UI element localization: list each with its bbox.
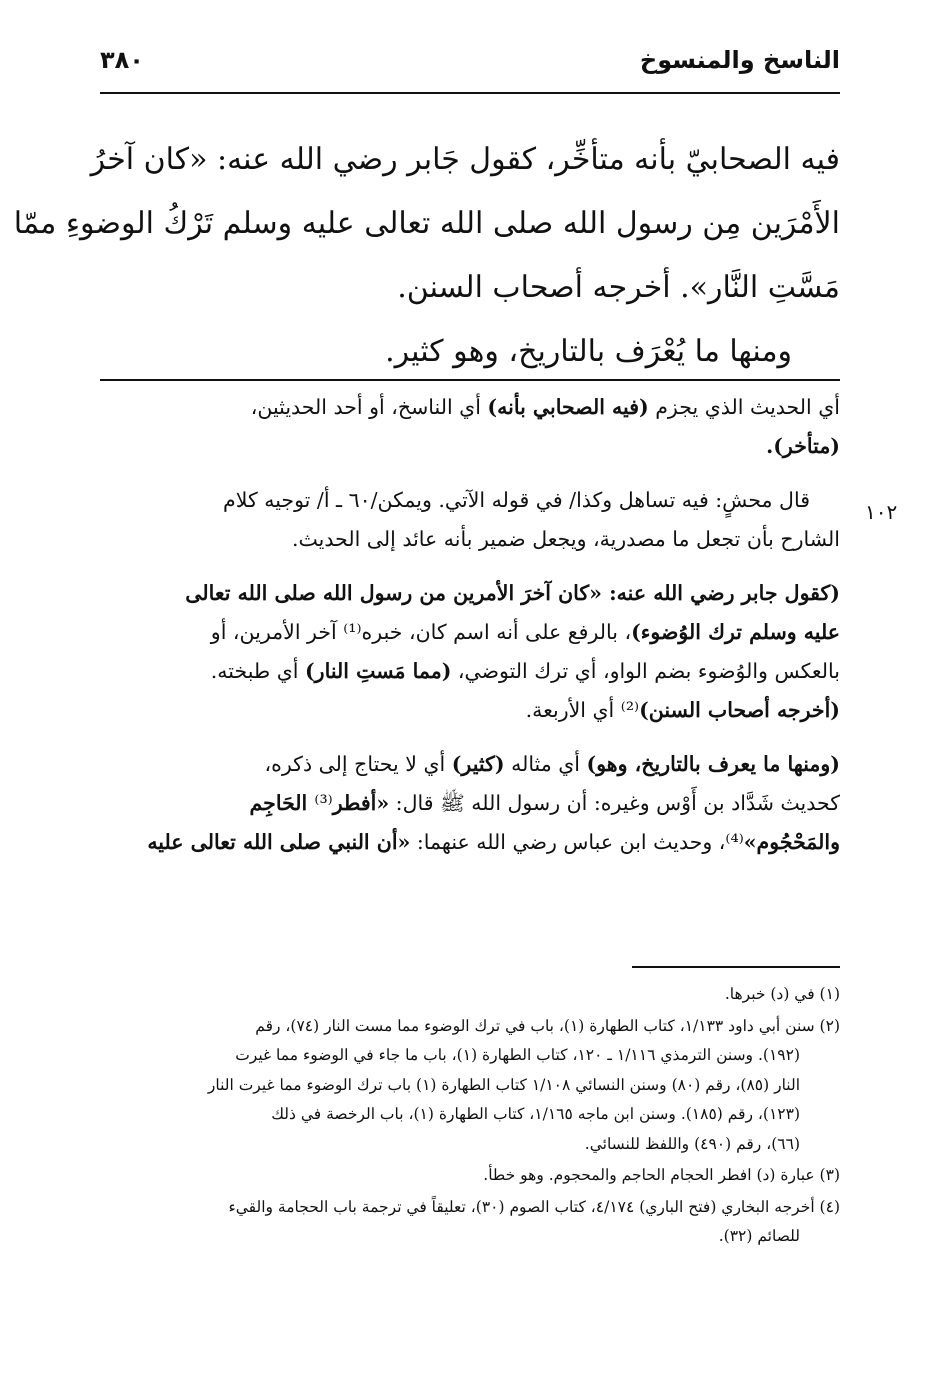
footnote-2-line-1: (٢) سنن أبي داود ١/١٣٣، كتاب الطهارة (١)، باب في ترك الوضوء مما مست النار (٧٤)، رقم [255, 1016, 840, 1035]
footnote-2-line-5: (٦٦)، رقم (٤٩٠) واللفظ للنسائي. [584, 1134, 800, 1153]
sharh-p4-line-1: (ومنها ما يعرف بالتاريخ، وهو) أي مثاله (كثير) أي لا يحتاج إلى ذكره، [264, 752, 840, 776]
matn-line-2: الأَمْرَين مِن رسول الله صلى الله تعالى عليه وسلم تَرْكُ الوضوءِ ممّا [13, 206, 840, 241]
sharh-p4-line-2: كحديث شَدَّاد بن أَوْس وغيره: أن رسول الله ﷺ قال: «أفطر⁽³⁾ الحَاجِم [249, 791, 840, 815]
page-number: ٣٨٠ [100, 46, 144, 74]
footnote-ref: ⁽¹⁾ [343, 620, 362, 644]
quoted-matn: (فيه الصحابي بأنه) [487, 395, 649, 419]
sharh-p3-line-4: (أخرجه أصحاب السنن)⁽²⁾ أي الأربعة. [525, 698, 840, 722]
header-rule [100, 92, 840, 94]
sharh-p3-line-2: عليه وسلم ترك الوُضوء)، بالرفع على أنه اسم كان، خبره⁽¹⁾ آخر الأمرين، أو [210, 620, 840, 644]
footnote-ref: ⁽²⁾ [620, 698, 640, 722]
sharh-p3-line-1: (كقول جابر رضي الله عنه: «كان آخرَ الأمرين من رسول الله صلى الله تعالى [185, 581, 840, 605]
sharh-paragraph-3 [98, 574, 840, 730]
sharh-p3-line-3: بالعكس والوُضوء بضم الواو، أي ترك التوضي، (مما مَستِ النار) أي طبخته. [210, 659, 840, 683]
footnote-4-line-1: (٤) أخرجه البخاري (فتح الباري) ٤/١٧٤، كتاب الصوم (٣٠)، تعليقاً في ترجمة باب الحجامة والقيء [228, 1197, 840, 1216]
sharh-paragraph-1 [98, 388, 840, 466]
matn-line-4: ومنها ما يُعْرَف بالتاريخ، وهو كثير. [385, 334, 792, 369]
page-header [100, 40, 840, 90]
running-title: الناسخ والمنسوخ [639, 46, 840, 74]
sharh-paragraph-4 [98, 745, 840, 862]
footnote-2-line-4: (١٢٣)، رقم (١٨٥). وسنن ابن ماجه ١/١٦٥، كتاب الطهارة (١)، باب الرخصة في ذلك [271, 1105, 800, 1123]
footnote-2-line-2: (١٩٢). وسنن الترمذي ١/١١٦ ـ ١٢٠، كتاب الطهارة (١)، باب ما جاء في الوضوء مما غيرت [235, 1046, 800, 1064]
footnote-separator [632, 966, 840, 968]
sharh-paragraph-2 [98, 481, 840, 559]
matn-line-1: فيه الصحابيّ بأنه متأخِّر، كقول جَابر رضي الله عنه: «كان آخرُ [90, 142, 840, 177]
footnote-1: (١) في (د) خبرها. [724, 985, 840, 1003]
sharh-p1-line-1: أي الحديث الذي يجزم (فيه الصحابي بأنه) أي الناسخ، أو أحد الحديثين، [250, 395, 840, 419]
matn-text [13, 128, 840, 384]
sharh-p1-line-2 [98, 427, 840, 466]
footnotes [98, 980, 840, 1252]
matn-sharh-separator [100, 379, 840, 381]
matn-line-3: مَسَّتِ النَّار». أخرجه أصحاب السنن. [397, 270, 840, 305]
footnote-3: (٣) عبارة (د) افطر الحجام الحاجم والمحجوم. وهو خطأ. [483, 1166, 840, 1184]
footnote-2-line-3: النار (٨٥)، رقم (٨٠) وسنن النسائي ١/١٠٨ كتاب الطهارة (١) باب ترك الوضوء مما غيرت النار [207, 1075, 800, 1094]
sharh-text [98, 388, 840, 862]
sharh-p2-line-2: الشارح بأن تجعل ما مصدرية، ويجعل ضمير بأنه عائد إلى الحديث. [291, 527, 840, 551]
sharh-p4-line-3: والمَحْجُوم»⁽⁴⁾، وحديث ابن عباس رضي الله عنهما: «أن النبي صلى الله تعالى عليه [147, 830, 840, 854]
footnote-ref: ⁽³⁾ [314, 791, 333, 815]
quoted-matn: (متأخر). [766, 434, 840, 458]
footnote-ref: ⁽⁴⁾ [725, 830, 744, 854]
footnote-4-line-2: للصائم (٣٢). [718, 1227, 800, 1245]
sharh-p2-line-1: قال محشٍ: فيه تساهل وكذا/ في قوله الآتي. ويمكن/٦٠ ـ أ/ توجيه كلام [223, 488, 810, 512]
manuscript-folio-number: ١٠٢ [865, 500, 898, 524]
